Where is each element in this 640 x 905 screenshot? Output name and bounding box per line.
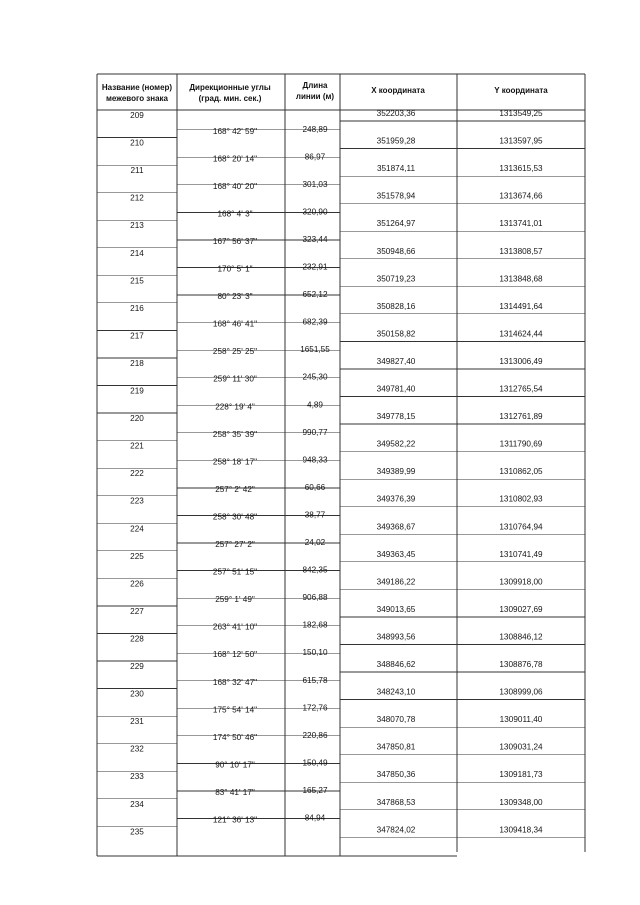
point-name: 226 xyxy=(130,579,144,589)
point-name: 222 xyxy=(130,469,144,479)
x-coordinate: 349363,45 xyxy=(376,549,416,559)
header-name-line2: межевого знака xyxy=(105,94,169,103)
line-length: 84,94 xyxy=(304,813,326,823)
y-coordinate: 1310741,49 xyxy=(499,549,543,559)
header-x-coordinate: X координата xyxy=(371,86,425,95)
header-name-line1: Название (номер) xyxy=(101,83,173,92)
y-coordinate: 1308999,06 xyxy=(499,687,543,697)
y-coordinate: 1314624,44 xyxy=(499,329,543,339)
y-coordinate: 1311790,69 xyxy=(499,439,543,449)
y-coordinate: 1313597,95 xyxy=(499,136,543,146)
x-coordinate: 352203,36 xyxy=(376,109,416,118)
x-coordinate: 349186,22 xyxy=(376,577,416,587)
x-coordinate: 350948,66 xyxy=(376,246,416,256)
y-coordinate: 1312765,54 xyxy=(499,384,543,394)
x-coordinate: 349778,15 xyxy=(376,412,416,422)
direction-angle: 259° 11' 30" xyxy=(213,374,257,384)
direction-angle: 168° 42' 59" xyxy=(212,126,258,136)
direction-angle: 258° 25' 25" xyxy=(212,347,258,357)
x-coordinate: 348993,56 xyxy=(376,632,416,642)
point-name: 216 xyxy=(130,303,144,313)
y-coordinate: 1308846,12 xyxy=(499,632,543,642)
x-coordinate: 350158,82 xyxy=(376,329,416,339)
y-coordinate: 1310764,94 xyxy=(499,522,543,532)
y-coordinate: 1309348,00 xyxy=(499,797,543,807)
line-length: 245,30 xyxy=(302,372,328,382)
line-length: 172,76 xyxy=(302,703,328,713)
header-length-line2: линии (м) xyxy=(295,92,335,101)
point-name: 230 xyxy=(130,689,144,699)
line-length: 1651,55 xyxy=(300,345,330,355)
point-name: 225 xyxy=(130,551,144,561)
direction-angle: 228° 19' 4" xyxy=(215,402,255,412)
x-coordinate: 349582,22 xyxy=(376,439,416,449)
x-coordinate: 349389,99 xyxy=(376,467,416,477)
y-coordinate: 1314491,64 xyxy=(499,301,543,311)
point-name: 215 xyxy=(130,276,144,286)
table-header xyxy=(102,81,548,103)
y-coordinate: 1309011,40 xyxy=(499,715,543,725)
y-coordinate: 1313848,68 xyxy=(499,274,543,284)
point-name: 235 xyxy=(130,827,144,837)
direction-angle: 80° 23' 3" xyxy=(217,292,253,302)
y-coordinate: 1313006,49 xyxy=(499,356,543,366)
line-length: 320,90 xyxy=(302,207,328,217)
point-name: 220 xyxy=(130,414,144,424)
line-length: 301,03 xyxy=(302,179,328,189)
line-length: 615,78 xyxy=(302,675,328,685)
direction-angle: 170° 5' 1" xyxy=(217,264,253,274)
point-name: 221 xyxy=(130,441,144,451)
line-length: 682,39 xyxy=(302,317,328,327)
x-coordinate: 347850,81 xyxy=(376,742,416,752)
x-coordinate: 351578,94 xyxy=(376,191,416,201)
direction-angle: 168° 4' 3" xyxy=(217,209,253,219)
point-name: 209 xyxy=(130,111,144,120)
line-length: 182,68 xyxy=(302,620,328,630)
x-coordinate: 349376,39 xyxy=(376,494,416,504)
line-length: 4,89 xyxy=(307,400,323,410)
x-coordinate: 349368,67 xyxy=(376,522,416,532)
y-coordinate: 1309181,73 xyxy=(499,770,543,780)
direction-angle: 259° 1' 49" xyxy=(215,595,255,605)
x-coordinate: 348243,10 xyxy=(376,687,416,697)
y-coordinate: 1313615,53 xyxy=(499,164,543,174)
line-length: 948,33 xyxy=(302,455,328,465)
point-name: 232 xyxy=(130,744,144,754)
direction-angle: 168° 46' 41" xyxy=(212,319,258,329)
point-name: 229 xyxy=(130,662,144,671)
line-length: 990,77 xyxy=(302,427,328,437)
direction-angle: 258° 18' 17" xyxy=(212,457,258,467)
point-name: 231 xyxy=(130,717,144,727)
x-coordinate: 351959,28 xyxy=(376,136,416,146)
point-name: 234 xyxy=(130,799,144,809)
direction-angle: 257° 51' 15" xyxy=(212,567,258,577)
y-coordinate: 1310862,05 xyxy=(499,467,543,477)
x-coordinate: 348070,78 xyxy=(376,715,416,725)
y-coordinate: 1313674,66 xyxy=(499,191,543,201)
line-length: 232,91 xyxy=(302,262,328,272)
point-name: 211 xyxy=(130,166,144,176)
direction-angle: 257° 27' 2" xyxy=(215,540,255,550)
x-coordinate: 350828,16 xyxy=(376,301,416,311)
direction-angle: 121° 36' 13" xyxy=(212,815,258,825)
point-name: 223 xyxy=(130,496,144,506)
direction-angle: 175° 54' 14" xyxy=(212,705,258,715)
y-coordinate: 1309418,34 xyxy=(499,825,543,835)
point-name: 214 xyxy=(130,248,144,258)
line-length: 220,86 xyxy=(302,730,328,740)
point-name: 233 xyxy=(130,772,144,782)
header-angle-line1: Дирекционные углы xyxy=(189,83,271,92)
direction-angle: 90° 10' 17" xyxy=(215,760,255,770)
x-coordinate: 349827,40 xyxy=(376,356,416,366)
point-name: 213 xyxy=(130,221,144,231)
line-length: 165,27 xyxy=(302,785,328,795)
line-length: 248,89 xyxy=(302,124,328,134)
direction-angle: 168° 20' 14" xyxy=(212,154,258,164)
direction-angle: 83° 41' 17" xyxy=(215,787,255,797)
point-name: 228 xyxy=(130,634,144,644)
x-coordinate: 347850,36 xyxy=(376,770,416,780)
x-coordinate: 349781,40 xyxy=(376,384,416,394)
line-length: 86,97 xyxy=(304,152,326,162)
direction-angle: 168° 40' 20" xyxy=(212,181,258,191)
point-name: 217 xyxy=(130,331,144,341)
y-coordinate: 1313741,01 xyxy=(499,219,543,229)
y-coordinate: 1310802,93 xyxy=(499,494,543,504)
line-length: 38,77 xyxy=(304,510,326,520)
line-length: 652,12 xyxy=(302,290,328,300)
point-name: 212 xyxy=(130,193,144,203)
y-coordinate: 1309918,00 xyxy=(499,577,543,587)
y-coordinate: 1308876,78 xyxy=(499,660,543,669)
direction-angle: 257° 2' 42" xyxy=(215,484,255,494)
header-angle-line2: (град. мин. сек.) xyxy=(198,94,262,103)
point-name: 210 xyxy=(130,138,144,148)
direction-angle: 168° 12' 50" xyxy=(212,650,258,660)
line-length: 150,49 xyxy=(302,758,328,768)
x-coordinate: 347868,53 xyxy=(376,797,416,807)
header-y-coordinate: Y координата xyxy=(494,86,548,95)
x-coordinate: 350719,23 xyxy=(376,274,416,284)
line-length: 906,88 xyxy=(302,593,328,603)
point-name: 219 xyxy=(130,386,144,396)
point-name: 218 xyxy=(130,358,144,368)
x-coordinate: 349013,65 xyxy=(376,604,416,614)
line-length: 24,02 xyxy=(304,538,326,548)
y-coordinate: 1313808,57 xyxy=(499,246,543,256)
line-length: 842,35 xyxy=(302,565,328,575)
line-length: 60,66 xyxy=(304,482,326,492)
direction-angle: 168° 32' 47" xyxy=(212,677,258,687)
line-length: 323,44 xyxy=(302,234,328,244)
header-length-line1: Длина xyxy=(302,81,328,90)
x-coordinate: 347824,02 xyxy=(376,825,416,835)
y-coordinate: 1309031,24 xyxy=(499,742,543,752)
y-coordinate: 1313549,25 xyxy=(499,109,543,118)
x-coordinate: 348846,62 xyxy=(376,660,416,669)
direction-angle: 263° 41' 10" xyxy=(212,622,258,632)
direction-angle: 174° 50' 46" xyxy=(212,732,258,742)
x-coordinate: 351874,11 xyxy=(376,164,416,174)
direction-angle: 258° 35' 39" xyxy=(212,429,258,439)
line-length: 150,10 xyxy=(302,648,328,658)
x-coordinate: 351264,97 xyxy=(376,219,416,229)
y-coordinate: 1309027,69 xyxy=(499,604,543,614)
direction-angle: 167° 56' 37" xyxy=(212,236,258,246)
point-name: 224 xyxy=(130,524,144,534)
y-coordinate: 1312761,89 xyxy=(499,412,543,422)
direction-angle: 258° 30' 48" xyxy=(212,512,258,522)
point-name: 227 xyxy=(130,606,144,616)
